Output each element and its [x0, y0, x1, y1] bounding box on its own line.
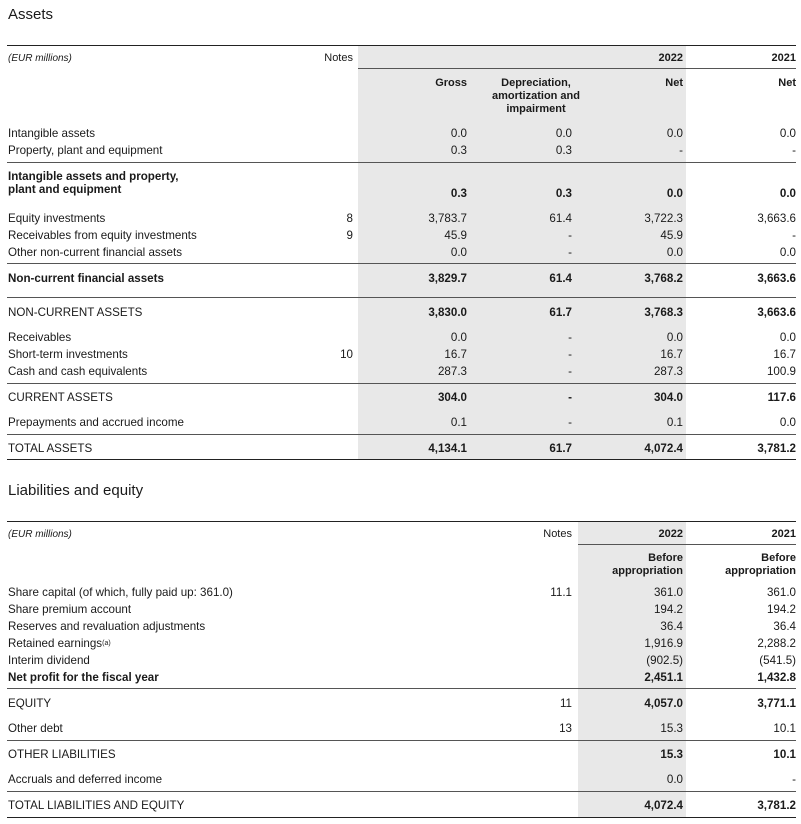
cell-gross: 3,829.7: [428, 272, 467, 285]
cell-depreciation: -: [568, 246, 572, 259]
row-label: Net profit for the fiscal year: [8, 671, 159, 684]
cell-gross: 4,134.1: [428, 442, 467, 455]
cell-net-2022: 16.7: [660, 348, 683, 361]
cell-2022: 361.0: [653, 586, 683, 599]
liabilities-title: Liabilities and equity: [8, 482, 144, 499]
row-label: Intangible assets and property, plant and equipment: [8, 170, 179, 196]
cell-2022: 15.3: [660, 722, 683, 735]
row-label-text: Retained earnings: [8, 637, 103, 650]
row-label: OTHER LIABILITIES: [8, 748, 116, 761]
cell-2021: 10.1: [773, 722, 796, 735]
cell-depreciation: 0.3: [555, 187, 572, 200]
row-label: CURRENT ASSETS: [8, 391, 113, 404]
cell-2021: 3,771.1: [757, 697, 796, 710]
cell-depreciation: -: [568, 331, 572, 344]
row-label: Accruals and deferred income: [8, 773, 163, 786]
cell-net-2022: 3,722.3: [644, 212, 683, 225]
col-net-2021-header: Net: [778, 77, 796, 89]
col-net-2022-header: Net: [665, 77, 683, 89]
cell-net-2022: 4,072.4: [644, 442, 683, 455]
cell-net-2022: 45.9: [660, 229, 683, 242]
cell-2021: 10.1: [773, 748, 796, 761]
before-appropriation-2022: Before appropriation: [612, 552, 683, 577]
row-label: Interim dividend: [8, 654, 90, 667]
cell-depreciation: -: [568, 348, 572, 361]
cell-2021: 1,432.8: [757, 671, 796, 684]
divider: [7, 263, 796, 264]
cell-2022: (902.5): [646, 654, 683, 667]
cell-net-2021: 0.0: [779, 246, 796, 259]
cell-gross: 0.0: [450, 127, 467, 140]
cell-2021: 2,288.2: [757, 637, 796, 650]
cell-net-2021: 0.0: [779, 127, 796, 140]
before-appropriation-2021: Before appropriation: [725, 552, 796, 577]
cell-depreciation: -: [568, 365, 572, 378]
cell-net-2021: 16.7: [773, 348, 796, 361]
divider: [7, 434, 796, 435]
cell-2021: 194.2: [766, 603, 796, 616]
row-label: [8, 637, 111, 650]
liabilities-notes-header: Notes: [543, 528, 572, 540]
cell-depreciation: 0.3: [555, 144, 572, 157]
row-label: TOTAL LIABILITIES AND EQUITY: [8, 799, 185, 812]
cell-net-2021: 0.0: [779, 416, 796, 429]
cell-net-2021: 3,781.2: [757, 442, 796, 455]
cell-2022: 0.0: [666, 773, 683, 786]
row-label: TOTAL ASSETS: [8, 442, 93, 455]
cell-gross: 45.9: [444, 229, 467, 242]
assets-unit-label: (EUR millions): [8, 53, 72, 64]
cell-gross: 304.0: [437, 391, 467, 404]
assets-year-2022: 2022: [658, 52, 683, 64]
row-label: Reserves and revaluation adjustments: [8, 620, 206, 633]
cell-gross: 0.0: [450, 246, 467, 259]
row-label: Share capital (of which, fully paid up: 361.0): [8, 586, 233, 599]
cell-depreciation: 61.4: [549, 272, 572, 285]
row-label: Receivables: [8, 331, 72, 344]
assets-title: Assets: [8, 6, 54, 23]
cell-net-2021: 100.9: [766, 365, 796, 378]
cell-2022: 1,916.9: [644, 637, 683, 650]
cell-depreciation: -: [568, 416, 572, 429]
cell-2022: 194.2: [653, 603, 683, 616]
divider: [7, 383, 796, 384]
cell-note: 11.1: [550, 586, 572, 599]
cell-net-2021: 3,663.6: [757, 306, 796, 319]
cell-gross: 0.0: [450, 331, 467, 344]
cell-net-2021: -: [792, 229, 796, 242]
cell-net-2022: 0.0: [666, 246, 683, 259]
cell-depreciation: 61.7: [549, 442, 572, 455]
cell-net-2022: 3,768.3: [644, 306, 683, 319]
liabilities-bottom-rule: [7, 817, 796, 818]
row-label: EQUITY: [8, 697, 52, 710]
cell-net-2022: 3,768.2: [644, 272, 683, 285]
cell-2022: 4,057.0: [644, 697, 683, 710]
divider: [7, 740, 796, 741]
cell-2022: 4,072.4: [644, 799, 683, 812]
cell-net-2022: 304.0: [653, 391, 683, 404]
row-label: Receivables from equity investments: [8, 229, 197, 242]
cell-gross: 287.3: [437, 365, 467, 378]
cell-note: 10: [340, 348, 353, 361]
cell-note: 13: [559, 722, 572, 735]
cell-2022: 15.3: [660, 748, 683, 761]
assets-bottom-rule: [7, 459, 796, 460]
assets-year-rule: [358, 68, 796, 69]
cell-net-2021: -: [792, 144, 796, 157]
liabilities-year-rule: [578, 544, 796, 545]
cell-gross: 3,783.7: [428, 212, 467, 225]
cell-gross: 0.1: [450, 416, 467, 429]
liabilities-year-2022: 2022: [658, 528, 683, 540]
liabilities-unit-label: (EUR millions): [8, 529, 72, 540]
assets-top-rule: [7, 45, 796, 46]
row-label: Share premium account: [8, 603, 132, 616]
divider: [7, 688, 796, 689]
cell-net-2022: 0.1: [666, 416, 683, 429]
liabilities-year-2021: 2021: [771, 528, 796, 540]
cell-depreciation: 61.4: [549, 212, 572, 225]
row-label: NON-CURRENT ASSETS: [8, 306, 143, 319]
footnote-marker: (a): [102, 640, 111, 647]
cell-note: 11: [559, 697, 572, 710]
assets-year-2021: 2021: [771, 52, 796, 64]
assets-notes-header: Notes: [324, 52, 353, 64]
cell-2022: 36.4: [660, 620, 683, 633]
cell-gross: 16.7: [444, 348, 467, 361]
liabilities-top-rule: [7, 521, 796, 522]
col-depreciation-header: Depreciation, amortization and impairment: [491, 77, 580, 115]
row-label: Short-term investments: [8, 348, 128, 361]
cell-net-2021: 117.6: [767, 391, 796, 404]
divider: [7, 162, 796, 163]
cell-depreciation: 61.7: [549, 306, 572, 319]
row-label: Intangible assets: [8, 127, 96, 140]
row-label: Equity investments: [8, 212, 106, 225]
cell-2022: 2,451.1: [644, 671, 683, 684]
cell-net-2021: 3,663.6: [757, 272, 796, 285]
divider: [7, 791, 796, 792]
cell-gross: 0.3: [450, 187, 467, 200]
col-gross-header: Gross: [435, 77, 467, 89]
cell-net-2022: 0.0: [666, 331, 683, 344]
cell-2021: 3,781.2: [757, 799, 796, 812]
cell-2021: -: [792, 773, 796, 786]
cell-net-2021: 3,663.6: [757, 212, 796, 225]
cell-note: 8: [346, 212, 353, 225]
cell-net-2022: 287.3: [653, 365, 683, 378]
row-label: Cash and cash equivalents: [8, 365, 148, 378]
cell-net-2022: 0.0: [666, 187, 683, 200]
cell-2021: 361.0: [766, 586, 796, 599]
row-label: Other debt: [8, 722, 63, 735]
cell-2021: 36.4: [773, 620, 796, 633]
cell-net-2022: -: [679, 144, 683, 157]
cell-gross: 0.3: [450, 144, 467, 157]
cell-2021: (541.5): [759, 654, 796, 667]
cell-depreciation: -: [568, 229, 572, 242]
cell-depreciation: 0.0: [555, 127, 572, 140]
cell-net-2022: 0.0: [666, 127, 683, 140]
row-label: Other non-current financial assets: [8, 246, 182, 259]
row-label: Prepayments and accrued income: [8, 416, 184, 429]
cell-net-2021: 0.0: [779, 331, 796, 344]
cell-note: 9: [346, 229, 353, 242]
divider: [7, 297, 796, 298]
row-label: Non-current financial assets: [8, 272, 164, 285]
cell-gross: 3,830.0: [428, 306, 467, 319]
cell-net-2021: 0.0: [779, 187, 796, 200]
row-label: Property, plant and equipment: [8, 144, 163, 157]
cell-depreciation: -: [568, 391, 572, 404]
